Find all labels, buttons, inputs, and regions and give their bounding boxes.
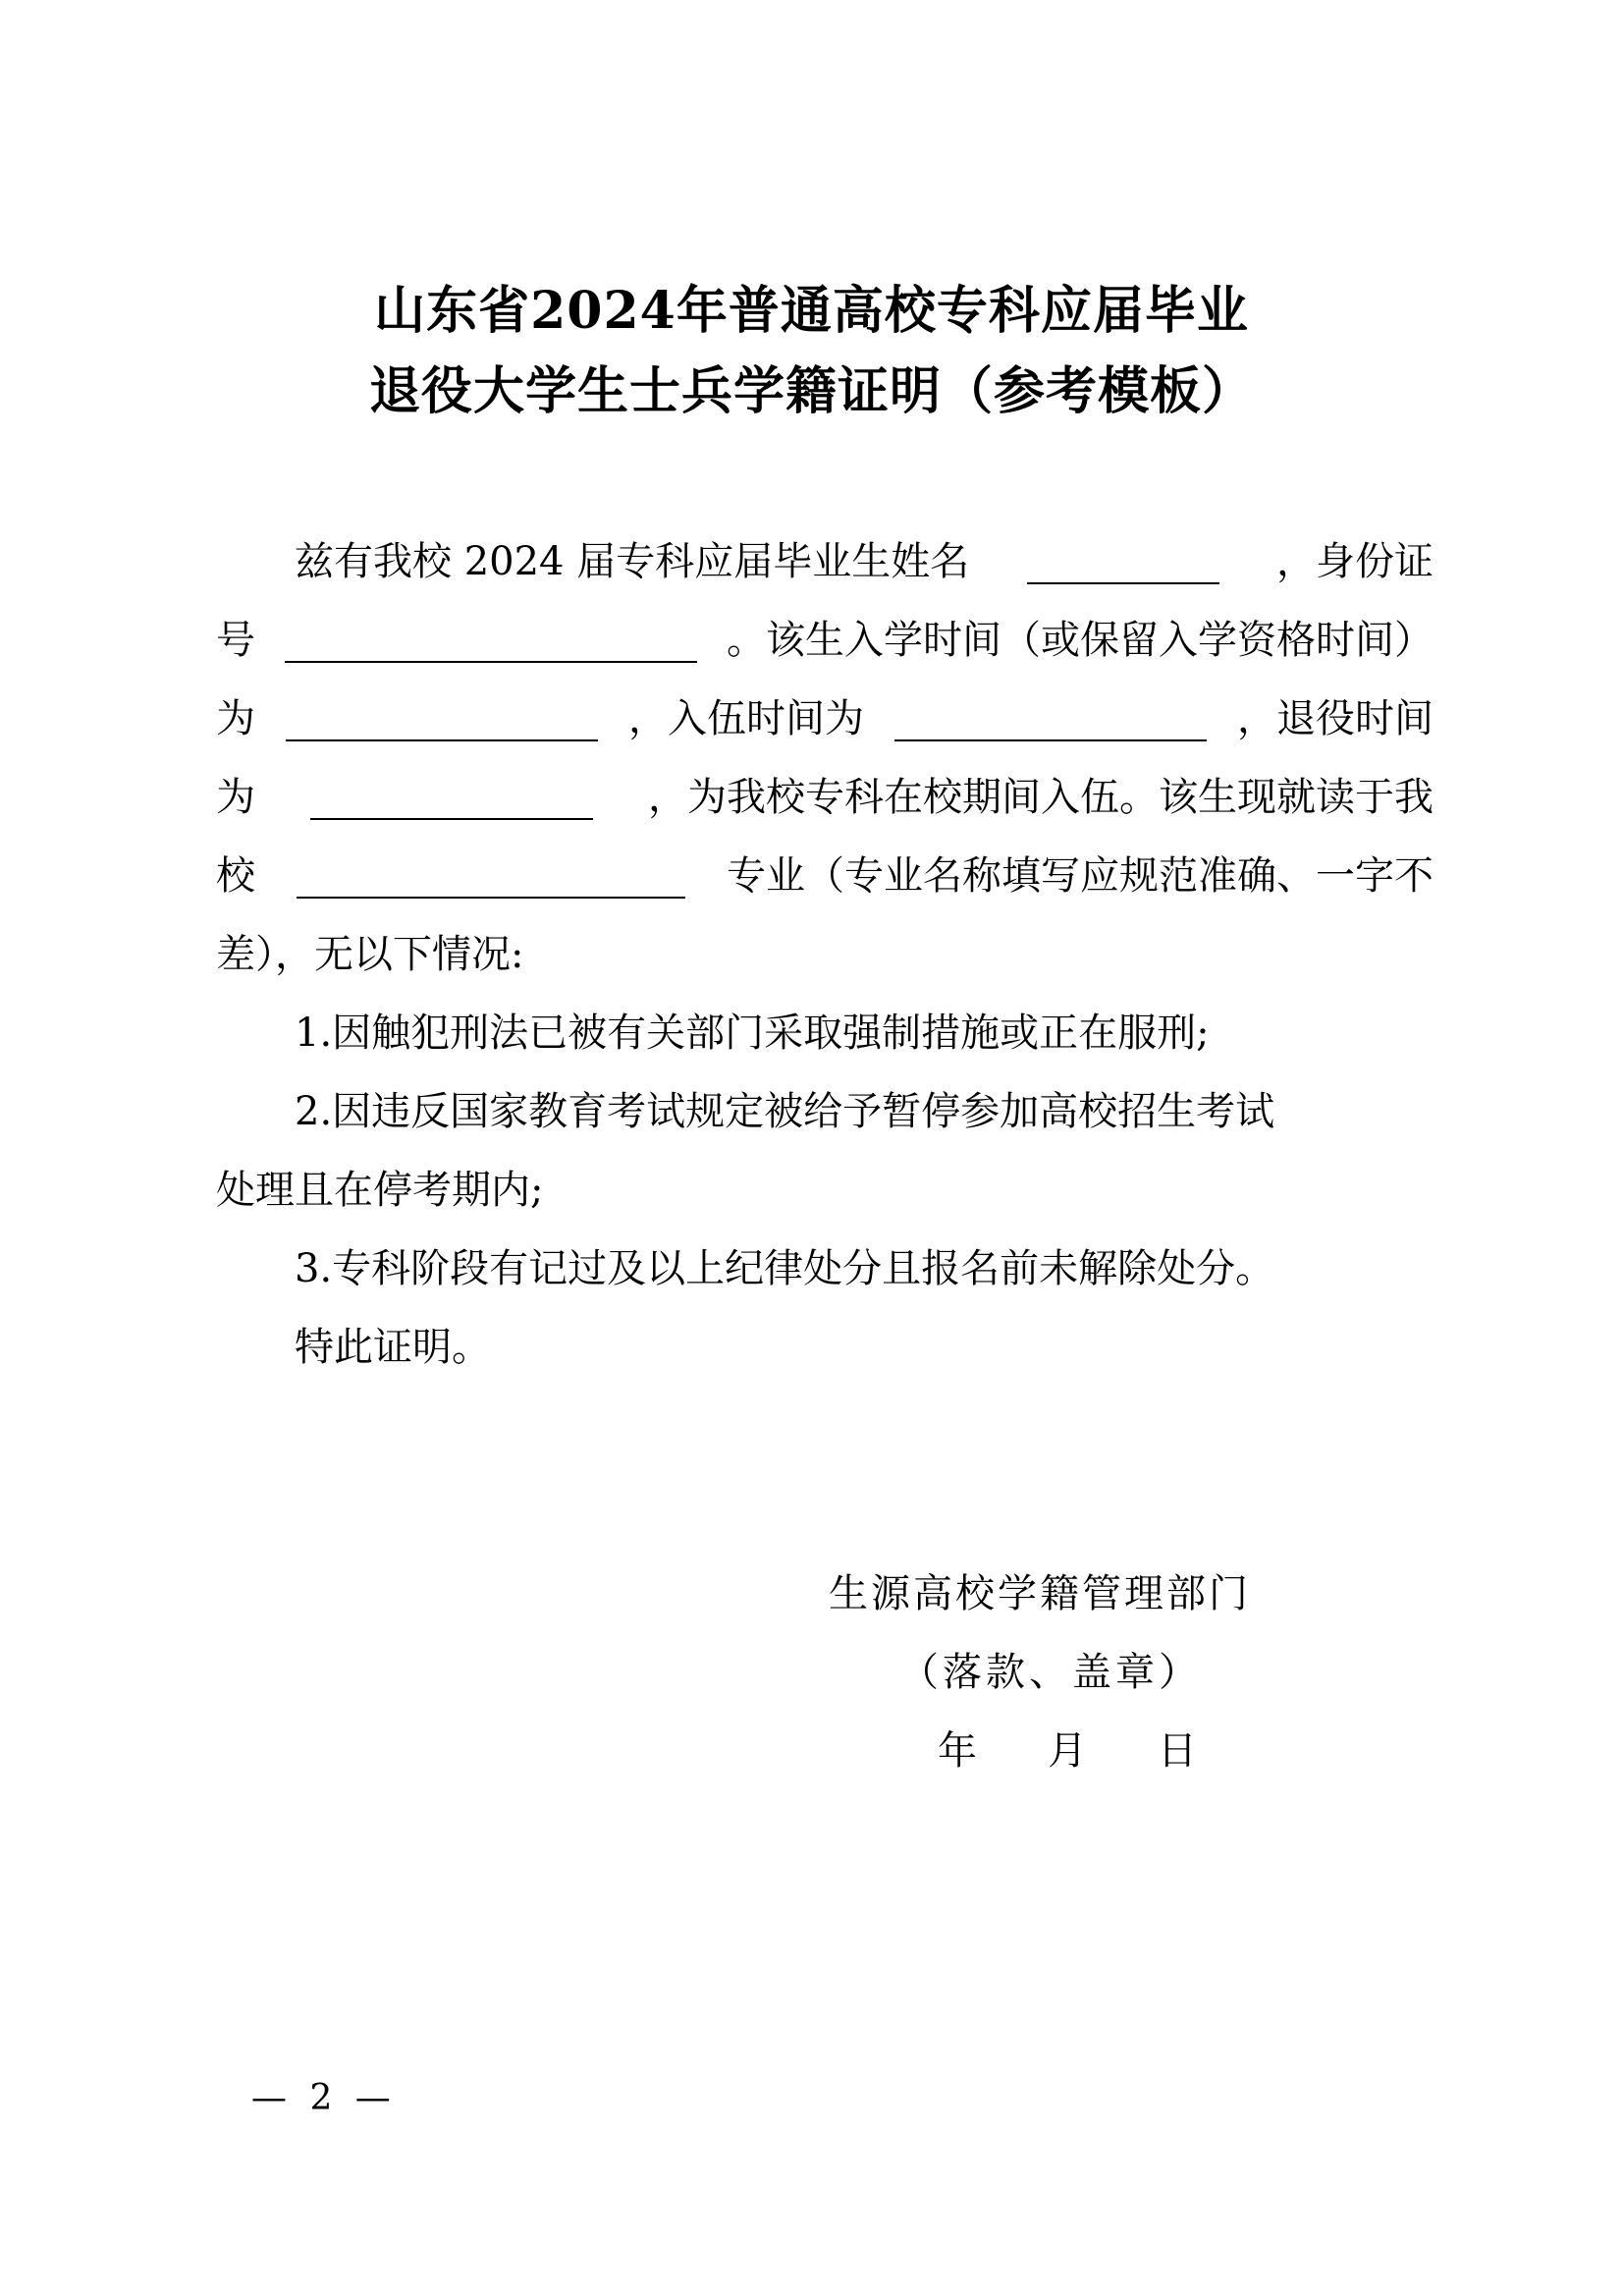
signature-date — [938, 1717, 1197, 1785]
signature-stamp-note: （落款、盖章） — [899, 1650, 1202, 1695]
page-number: — 2 — — [251, 2078, 397, 2118]
text-segment: 。该生入学时间（或保留入学资格时间） — [727, 618, 1434, 663]
text-segment: 为 — [216, 696, 255, 741]
signature-department: 生源高校学籍管理部门 — [829, 1571, 1251, 1616]
paragraph-line-1 — [295, 522, 1434, 601]
name-blank[interactable] — [1027, 539, 1219, 584]
text-segment: ，身份证 — [1275, 539, 1434, 584]
document-title-line-2: 退役大学生士兵学籍证明（参考模板） — [368, 361, 1254, 421]
condition-item-2-continued: 处理且在停考期内; — [216, 1168, 544, 1213]
text-segment: ，为我校专科在校期间入伍。该生现就读于我 — [648, 775, 1434, 820]
text-segment: ，退役时间 — [1237, 696, 1434, 741]
condition-item-2 — [295, 1072, 1434, 1151]
paragraph-line-4 — [216, 758, 1434, 837]
document-title-line-1: 山东省2024年普通高校专科应届毕业 — [374, 281, 1249, 341]
text-segment: 为 — [216, 775, 255, 820]
date-day-label: 日 — [1158, 1728, 1197, 1774]
date-year-label: 年 — [938, 1728, 977, 1774]
text-segment: 兹有我校 2024 届专科应届毕业生姓名 — [295, 539, 970, 584]
condition-item-3: 3.专科阶段有记过及以上纪律处分且报名前未解除处分。 — [295, 1246, 1275, 1291]
paragraph-line-5 — [216, 837, 1434, 915]
text-segment: 号 — [216, 618, 255, 663]
condition-item-1: 1.因触犯刑法已被有关部门采取强制措施或正在服刑; — [295, 1011, 1210, 1056]
discharge-date-blank[interactable] — [310, 775, 593, 820]
paragraph-line-3 — [216, 680, 1434, 758]
id-number-blank[interactable] — [285, 618, 697, 663]
text-segment: 校 — [216, 853, 255, 899]
major-blank[interactable] — [297, 853, 685, 899]
text-segment: ，入伍时间为 — [628, 696, 864, 741]
enlistment-date-blank[interactable] — [894, 696, 1207, 741]
paragraph-line-2 — [216, 601, 1434, 680]
text-segment: 专业（专业名称填写应规范准确、一字不 — [727, 853, 1434, 899]
text-segment: 2.因违反国家教育考试规定被给予暂停参加高校招生考试 — [295, 1089, 1275, 1134]
paragraph-line-6: 差），无以下情况: — [216, 932, 524, 977]
closing-statement: 特此证明。 — [295, 1325, 491, 1370]
date-month-label: 月 — [1048, 1728, 1087, 1774]
enrollment-date-blank[interactable] — [286, 696, 598, 741]
